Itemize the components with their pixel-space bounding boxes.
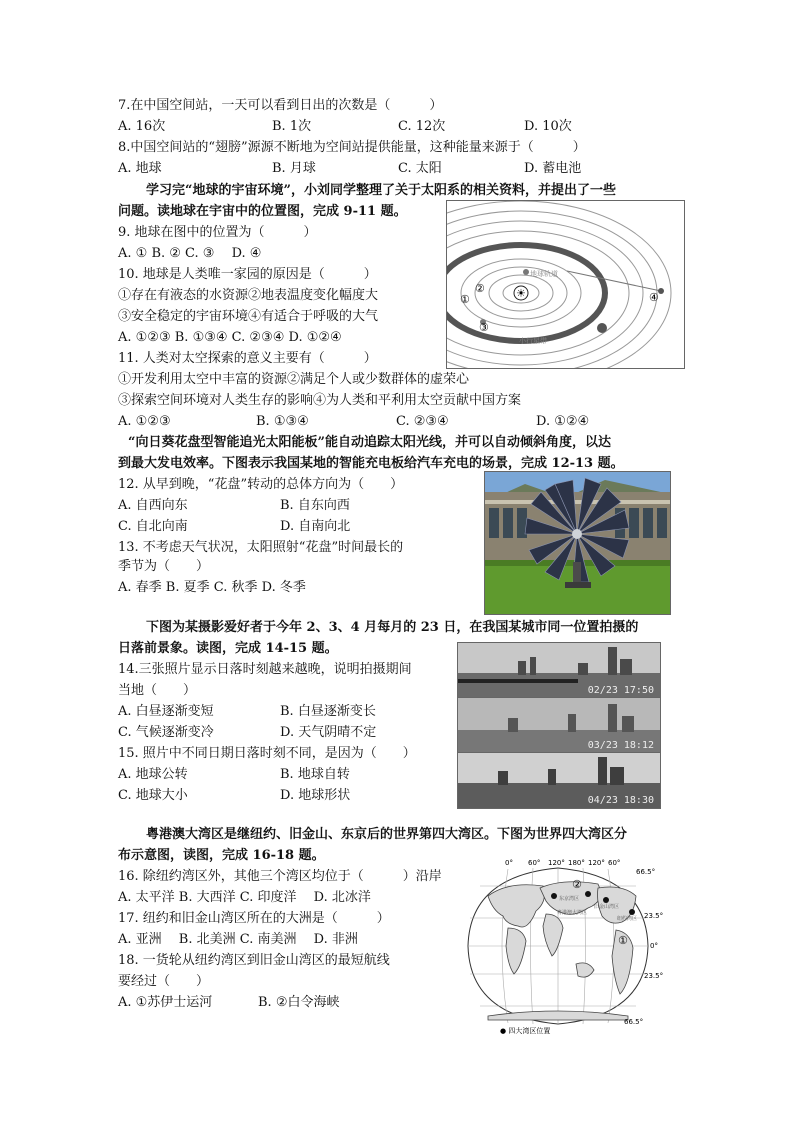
q13-options: A. 春季 B. 夏季 C. 秋季 D. 冬季 bbox=[118, 580, 306, 595]
photo-2-timestamp: 03/23 18:12 bbox=[587, 740, 654, 751]
q14-stem-1: 14.三张照片显示日落时刻越来越晚，说明拍摄期间 bbox=[118, 662, 412, 677]
label-tokyo-bay: 东京湾区 bbox=[559, 896, 580, 902]
q7-option-b: B. 1次 bbox=[272, 119, 312, 134]
q15-option-a: A. 地球公转 bbox=[118, 767, 188, 782]
lon-label-2: 120° bbox=[548, 859, 565, 867]
q14-option-c: C. 气候逐渐变冷 bbox=[118, 725, 214, 740]
q8-stem: 8.中国空间站的“翅膀”源源不断地为空间站提供能量，这种能量来源于（ ） bbox=[118, 140, 586, 155]
lon-label-3: 180° bbox=[568, 859, 585, 867]
q18-stem-2: 要经过（ ） bbox=[118, 974, 210, 989]
intro-12-13-line2: 到最大发电效率。下图表示我国某地的智能充电板给汽车充电的场景，完成 12-13 题。 bbox=[118, 456, 624, 471]
q7-option-c: C. 12次 bbox=[398, 119, 446, 134]
q8-option-a: A. 地球 bbox=[118, 161, 162, 176]
q11-option-a: A. ①②③ bbox=[118, 414, 171, 429]
solar-system-diagram bbox=[447, 201, 684, 368]
q15-option-d: D. 地球形状 bbox=[280, 788, 351, 803]
bay-marker-new-york bbox=[629, 909, 635, 915]
lon-label-4: 120° bbox=[588, 859, 605, 867]
q17-stem: 17. 纽约和旧金山湾区所在的大洲是（ ） bbox=[118, 911, 390, 926]
q10-statements-1: ①存在有液态的水资源②地表温度变化幅度大 bbox=[118, 288, 379, 303]
q14-stem-2: 当地（ ） bbox=[118, 683, 197, 698]
intro-12-13-line1: “向日葵花盘型智能追光太阳能板”能自动追踪太阳光线，并可以自动倾斜角度，以达 bbox=[128, 435, 611, 450]
q12-option-d: D. 自南向北 bbox=[280, 519, 351, 534]
intro-14-15-line2: 日落前景象。读图，完成 14-15 题。 bbox=[118, 641, 338, 656]
lat-label-2: 0° bbox=[650, 942, 658, 950]
label-new-york-bay: 纽约湾区 bbox=[617, 916, 638, 922]
world-bay-areas-map bbox=[448, 856, 668, 1036]
q11-stem: 11. 人类对太空探索的意义主要有（ ） bbox=[118, 351, 377, 366]
lat-label-4: 66.5° bbox=[624, 1018, 644, 1026]
label-asteroid-belt: 小行星带 bbox=[519, 337, 547, 345]
label-earth-orbit: 地球轨道 bbox=[530, 270, 558, 278]
q10-options: A. ①②③ B. ①③④ C. ②③④ D. ①②④ bbox=[118, 330, 342, 345]
sunset-photo-2 bbox=[457, 697, 661, 754]
intro-14-15-line1: 下图为某摄影爱好者于今年 2、3、4 月每月的 23 日，在我国某城市同一位置拍摄的 bbox=[146, 620, 639, 635]
q7-option-d: D. 10次 bbox=[524, 119, 572, 134]
marker-4: ④ bbox=[649, 291, 659, 304]
sunflower-panel-photo bbox=[484, 471, 671, 615]
q13-stem-1: 13. 不考虑天气状况，太阳照射“花盘”时间最长的 bbox=[118, 540, 404, 555]
q16-stem: 16. 除纽约湾区外，其他三个湾区均位于（ ）沿岸 bbox=[118, 869, 442, 884]
q14-option-b: B. 白昼逐渐变长 bbox=[280, 704, 376, 719]
q17-options: A. 亚洲 B. 北美洲 C. 南美洲 D. 非洲 bbox=[118, 932, 358, 947]
marker-1: ① bbox=[460, 293, 470, 306]
q14-option-a: A. 白昼逐渐变短 bbox=[118, 704, 214, 719]
q12-stem: 12. 从早到晚，“花盘”转动的总体方向为（ ） bbox=[118, 477, 404, 492]
q12-option-c: C. 自北向南 bbox=[118, 519, 188, 534]
lon-label-0: 0° bbox=[505, 859, 513, 867]
bay-marker-tokyo bbox=[585, 891, 591, 897]
lat-label-1: 23.5° bbox=[644, 912, 664, 920]
q18-stem-1: 18. 一货轮从纽约湾区到旧金山湾区的最短航线 bbox=[118, 953, 390, 968]
q11-option-c: C. ②③④ bbox=[396, 414, 449, 429]
lon-label-5: 60° bbox=[608, 859, 621, 867]
q15-option-b: B. 地球自转 bbox=[280, 767, 350, 782]
q8-option-b: B. 月球 bbox=[272, 161, 316, 176]
lon-label-1: 60° bbox=[528, 859, 541, 867]
q8-option-c: C. 太阳 bbox=[398, 161, 442, 176]
solar-system-figure bbox=[446, 200, 685, 369]
label-san-francisco-bay: 旧金山湾区 bbox=[594, 904, 620, 910]
bay-marker-san-francisco bbox=[603, 897, 609, 903]
q9-stem: 9. 地球在图中的位置为（ ） bbox=[118, 225, 317, 240]
q15-option-c: C. 地球大小 bbox=[118, 788, 188, 803]
q13-stem-2: 季节为（ ） bbox=[118, 559, 210, 574]
q15-stem: 15. 照片中不同日期日落时刻不同，是因为（ ） bbox=[118, 746, 416, 761]
q14-option-d: D. 天气阴晴不定 bbox=[280, 725, 377, 740]
q11-statements-1: ①开发利用太空中丰富的资源②满足个人或少数群体的虚荣心 bbox=[118, 372, 470, 387]
sunset-photo-1 bbox=[457, 642, 661, 699]
q12-option-a: A. 自西向东 bbox=[118, 498, 188, 513]
q8-option-d: D. 蓄电池 bbox=[524, 161, 582, 176]
q18-option-a: A. ①苏伊士运河 bbox=[118, 995, 213, 1010]
q7-option-a: A. 16次 bbox=[118, 119, 166, 134]
marker-3: ③ bbox=[479, 321, 489, 334]
q10-stem: 10. 地球是人类唯一家园的原因是（ ） bbox=[118, 267, 377, 282]
q18-option-b: B. ②白令海峡 bbox=[258, 995, 340, 1010]
photo-1-timestamp: 02/23 17:50 bbox=[587, 685, 654, 696]
q10-statements-2: ③安全稳定的宇宙环境④有适合于呼吸的大气 bbox=[118, 309, 379, 324]
marker-2-bering: ② bbox=[572, 878, 582, 891]
lat-label-0: 66.5° bbox=[636, 868, 656, 876]
sun-glyph: ☀ bbox=[516, 287, 526, 300]
q16-options: A. 太平洋 B. 大西洋 C. 印度洋 D. 北冰洋 bbox=[118, 890, 371, 905]
photo-3-timestamp: 04/23 18:30 bbox=[587, 795, 654, 806]
marker-2: ② bbox=[475, 282, 485, 295]
q11-option-b: B. ①③④ bbox=[256, 414, 309, 429]
intro-9-11-line1: 学习完“地球的宇宙环境”，小刘同学整理了关于太阳系的相关资料，并提出了一些 bbox=[146, 183, 616, 198]
sunset-photo-3 bbox=[457, 752, 661, 809]
q11-option-d: D. ①②④ bbox=[536, 414, 590, 429]
intro-16-18-line2: 布示意图，读图，完成 16-18 题。 bbox=[118, 848, 325, 863]
lat-label-3: 23.5° bbox=[644, 972, 664, 980]
intro-9-11-line2: 问题。读地球在宇宙中的位置图，完成 9-11 题。 bbox=[118, 204, 407, 219]
q11-statements-2: ③探索空间环境对人类生存的影响④为人类和平利用太空贡献中国方案 bbox=[118, 393, 522, 408]
marker-1-suez: ① bbox=[618, 934, 628, 947]
q7-stem: 7.在中国空间站，一天可以看到日出的次数是（ ） bbox=[118, 98, 443, 113]
q12-option-b: B. 自东向西 bbox=[280, 498, 350, 513]
label-greater-bay: 粤港澳大湾区 bbox=[557, 910, 588, 916]
q9-options: A. ① B. ② C. ③ D. ④ bbox=[118, 246, 262, 261]
bay-marker-greater-bay bbox=[551, 893, 557, 899]
map-legend: ● 四大湾区位置 bbox=[500, 1027, 551, 1035]
intro-16-18-line1: 粤港澳大湾区是继纽约、旧金山、东京后的世界第四大湾区。下图为世界四大湾区分 bbox=[146, 827, 628, 842]
